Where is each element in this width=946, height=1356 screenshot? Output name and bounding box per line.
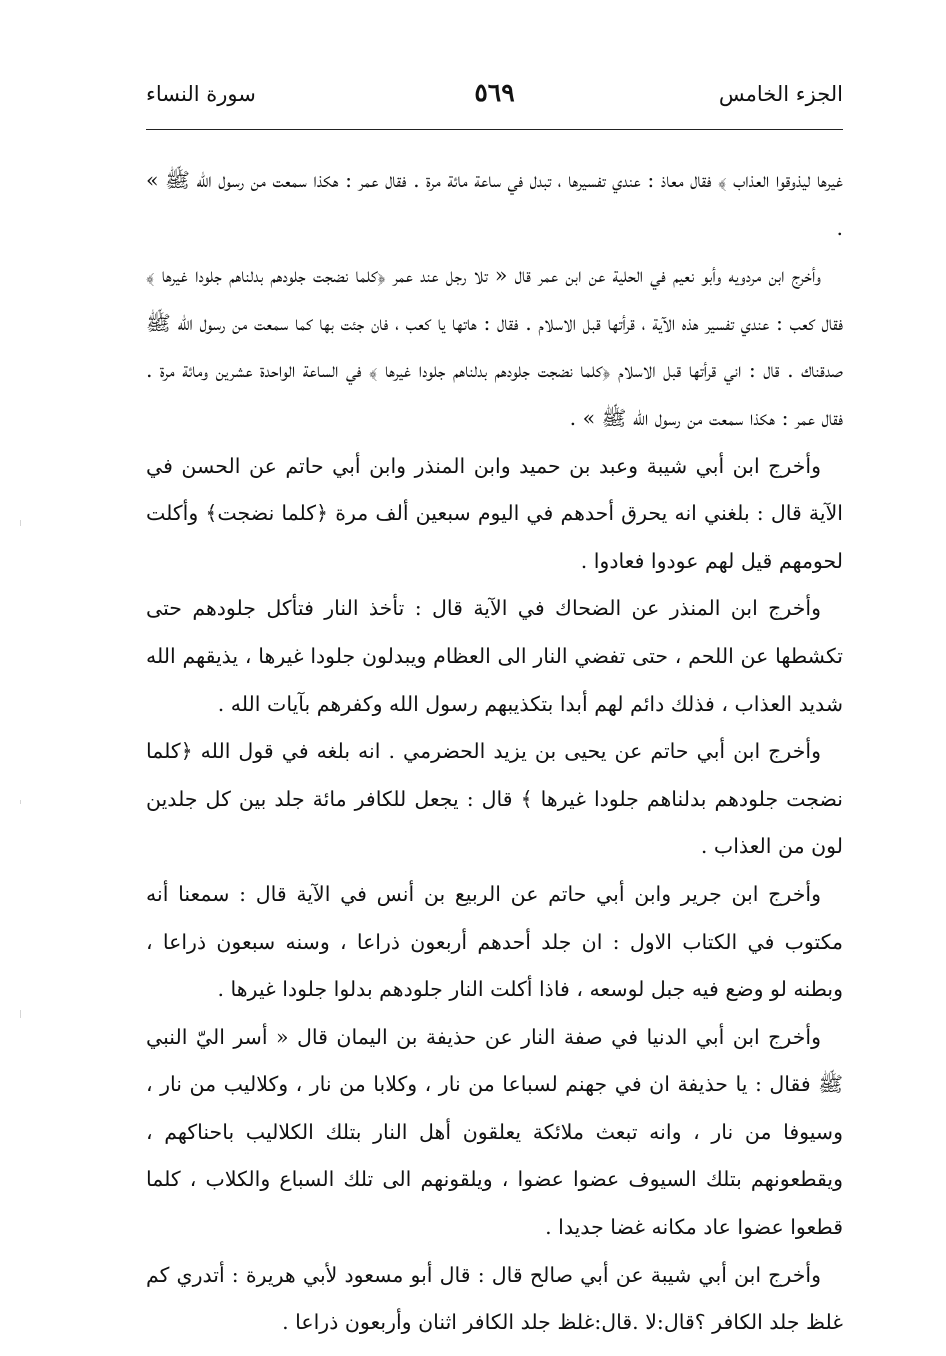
paragraph-2: وأخرج ابن مردويه وأبو نعيم في الحلية عن ابن عمر قال « تلا رجل عند عمر ﴿كلما نضجت جلودهم بدلناهم جلودا غيرها ﴾ فقال كعب : عندي تفسير هذه الآية ، قرأتها قبل الاسلام . فقال : هاتها يا كعب ، فان جئت بها كما سمعت من رسول الله ﷺ صدقناك . قال : اني قرأتها قبل الاسلام ﴿كلما نضجت جلودهم بدلناهم جلودا غيرها ﴾ في الساعة الواحدة عشرين ومائة مرة . فقال عمر : هكذا سمعت من رسول الله ﷺ » . (146, 263, 843, 430)
chapter-title: الجزء الخامس (718, 82, 843, 106)
header-rule (146, 129, 843, 130)
paragraph-6: وأخرج ابن جرير وابن أبي حاتم عن الربيع بن أنس في الآية قال : سمعنا أنه مكتوب في الكتاب الاول : ان جلد أحدهم أربعون ذراعا ، وسنه سبعون ذراعا ، وبطنه لو وضع فيه جبل لوسعه ، فاذا أكلت النار جلودهم بدلوا جلودا غيرها . (146, 881, 843, 1002)
paragraph-3: وأخرج ابن أبي شيبة وعبد بن حميد وابن المنذر وابن أبي حاتم عن الحسن في الآية قال : بلغني انه يحرق أحدهم في اليوم سبعين ألف مرة ﴿كلما نضجت﴾ وأكلت لحومهم قيل لهم عودوا فعادوا . (146, 453, 843, 573)
paragraph-4: وأخرج ابن المنذر عن الضحاك في الآية قال : تأخذ النار فتأكل جلودهم حتى تكشطها عن اللحم ، حتى تفضي النار الى العظام ويبدلون جلودا غيرها ، يذيقهم الله شديد العذاب ، فذلك دائم لهم أبدا بتكذيبهم رسول الله وكفرهم بآيات الله . (146, 596, 843, 716)
body-text (146, 157, 843, 1347)
page-header (146, 78, 843, 118)
scan-mark (20, 1010, 21, 1018)
surah-title: سورة النساء (146, 82, 256, 106)
page-number: ٥٦٩ (474, 78, 515, 107)
scan-mark (20, 800, 21, 804)
scan-mark (20, 520, 21, 526)
paragraph-5: وأخرج ابن أبي حاتم عن يحيى بن يزيد الحضرمي . انه بلغه في قول الله ﴿كلما نضجت جلودهم بدلناهم جلودا غيرها ﴾ قال : يجعل للكافر مائة جلد بين كل جلدين لون من العذاب . (146, 739, 843, 859)
paragraph-8: وأخرج ابن أبي شيبة عن أبي صالح قال : قال أبو مسعود لأبي هريرة : أتدري كم غلظ جلد الكافر ؟قال:لا .قال:غلظ جلد الكافر اثنان وأربعون ذراعا . (146, 1262, 843, 1335)
paragraph-1: غيرها ليذوقوا العذاب ﴾ فقال معاذ : عندي تفسيرها ، تبدل في ساعة مائة مرة . فقال عمر : هكذا سمعت من رسول الله ﷺ » . (146, 168, 843, 240)
paragraph-7: وأخرج ابن أبي الدنيا في صفة النار عن حذيفة بن اليمان قال « أسر اليّ النبي ﷺ فقال : يا حذيفة ان في جهنم لسباعا من نار ، وكلابا من نار ، وكلاليب من نار ، وسيوفا من نار ، وانه تبعث ملائكة يعلقون أهل النار بتلك الكلاليب باحناكهم ، ويقطعونهم بتلك السيوف عضوا عضوا ، ويلقونهم الى تلك السباع والكلاب ، كلما قطعوا عضوا عاد مكانه غضا جديدا . (146, 1024, 843, 1240)
